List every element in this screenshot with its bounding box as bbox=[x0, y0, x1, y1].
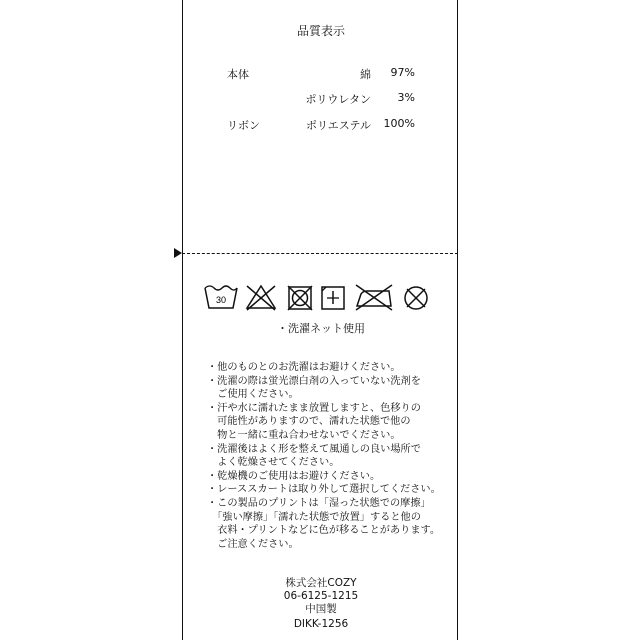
care-note-line: ご使用ください。 bbox=[207, 389, 299, 401]
care-note-line: 「強い摩擦」「濡れた状態で放置」すると他の bbox=[207, 511, 421, 523]
composition-part: リボン bbox=[227, 119, 260, 132]
composition-percent: 100% bbox=[383, 117, 415, 130]
care-note-line: 衣料・プリントなどに色が移ることがあります。 bbox=[207, 525, 441, 537]
composition-material: 綿 bbox=[360, 68, 371, 81]
care-note-line: 可能性がありますので、濡れた状態で他の bbox=[207, 416, 411, 428]
company-name: 株式会社COZY bbox=[285, 577, 357, 589]
care-note-line: よく乾燥させてください。 bbox=[207, 457, 340, 469]
care-note-line: 物と一緒に重ね合わせないでください。 bbox=[207, 429, 401, 441]
care-note-line: ・この製品のプリントは「湿った状態での摩擦」 bbox=[207, 497, 431, 509]
composition-row bbox=[183, 66, 459, 80]
company-phone: 06-6125-1215 bbox=[283, 590, 359, 602]
care-note-line: ・他のものとのお洗濯はお避けください。 bbox=[207, 362, 401, 373]
composition-part: 本体 bbox=[227, 68, 249, 81]
care-note-line: ・乾燥機のご使用はお避けください。 bbox=[207, 470, 381, 482]
wash-30-icon bbox=[203, 282, 239, 312]
line-dry-shade-icon bbox=[319, 282, 347, 312]
wash-temp-label: 30 bbox=[215, 295, 227, 305]
care-note-line: ・レーススカートは取り外して選択してください。 bbox=[207, 484, 441, 496]
care-note-line: ・洗濯の際は蛍光漂白剤の入っていない洗剤を bbox=[207, 375, 421, 387]
country-of-origin: 中国製 bbox=[305, 603, 337, 615]
product-code: DIKK-1256 bbox=[293, 618, 349, 630]
composition-row bbox=[183, 91, 459, 105]
care-label bbox=[182, 0, 458, 640]
composition-material: ポリエステル bbox=[305, 119, 371, 132]
composition-percent: 3% bbox=[397, 91, 415, 104]
quality-title: 品質表示 bbox=[296, 24, 345, 38]
no-dry-clean-icon bbox=[401, 282, 431, 312]
wash-net-note: ・洗濯ネット使用 bbox=[277, 322, 365, 335]
no-tumble-dry-icon bbox=[285, 282, 315, 312]
composition-row bbox=[183, 117, 459, 131]
no-bleach-icon bbox=[244, 282, 278, 312]
care-note-line: ・汗や水に濡れたまま放置しますと、色移りの bbox=[207, 402, 421, 414]
care-note-line: ご注意ください。 bbox=[207, 538, 299, 550]
care-symbols bbox=[203, 282, 443, 314]
care-notes bbox=[207, 361, 447, 551]
composition-percent: 97% bbox=[390, 66, 415, 79]
no-iron-icon bbox=[353, 282, 395, 312]
fold-arrow-icon bbox=[174, 248, 182, 258]
fold-line bbox=[182, 253, 458, 254]
care-note-line: ・洗濯後はよく形を整えて風通しの良い場所で bbox=[207, 443, 421, 455]
composition-material: ポリウレタン bbox=[305, 93, 371, 106]
